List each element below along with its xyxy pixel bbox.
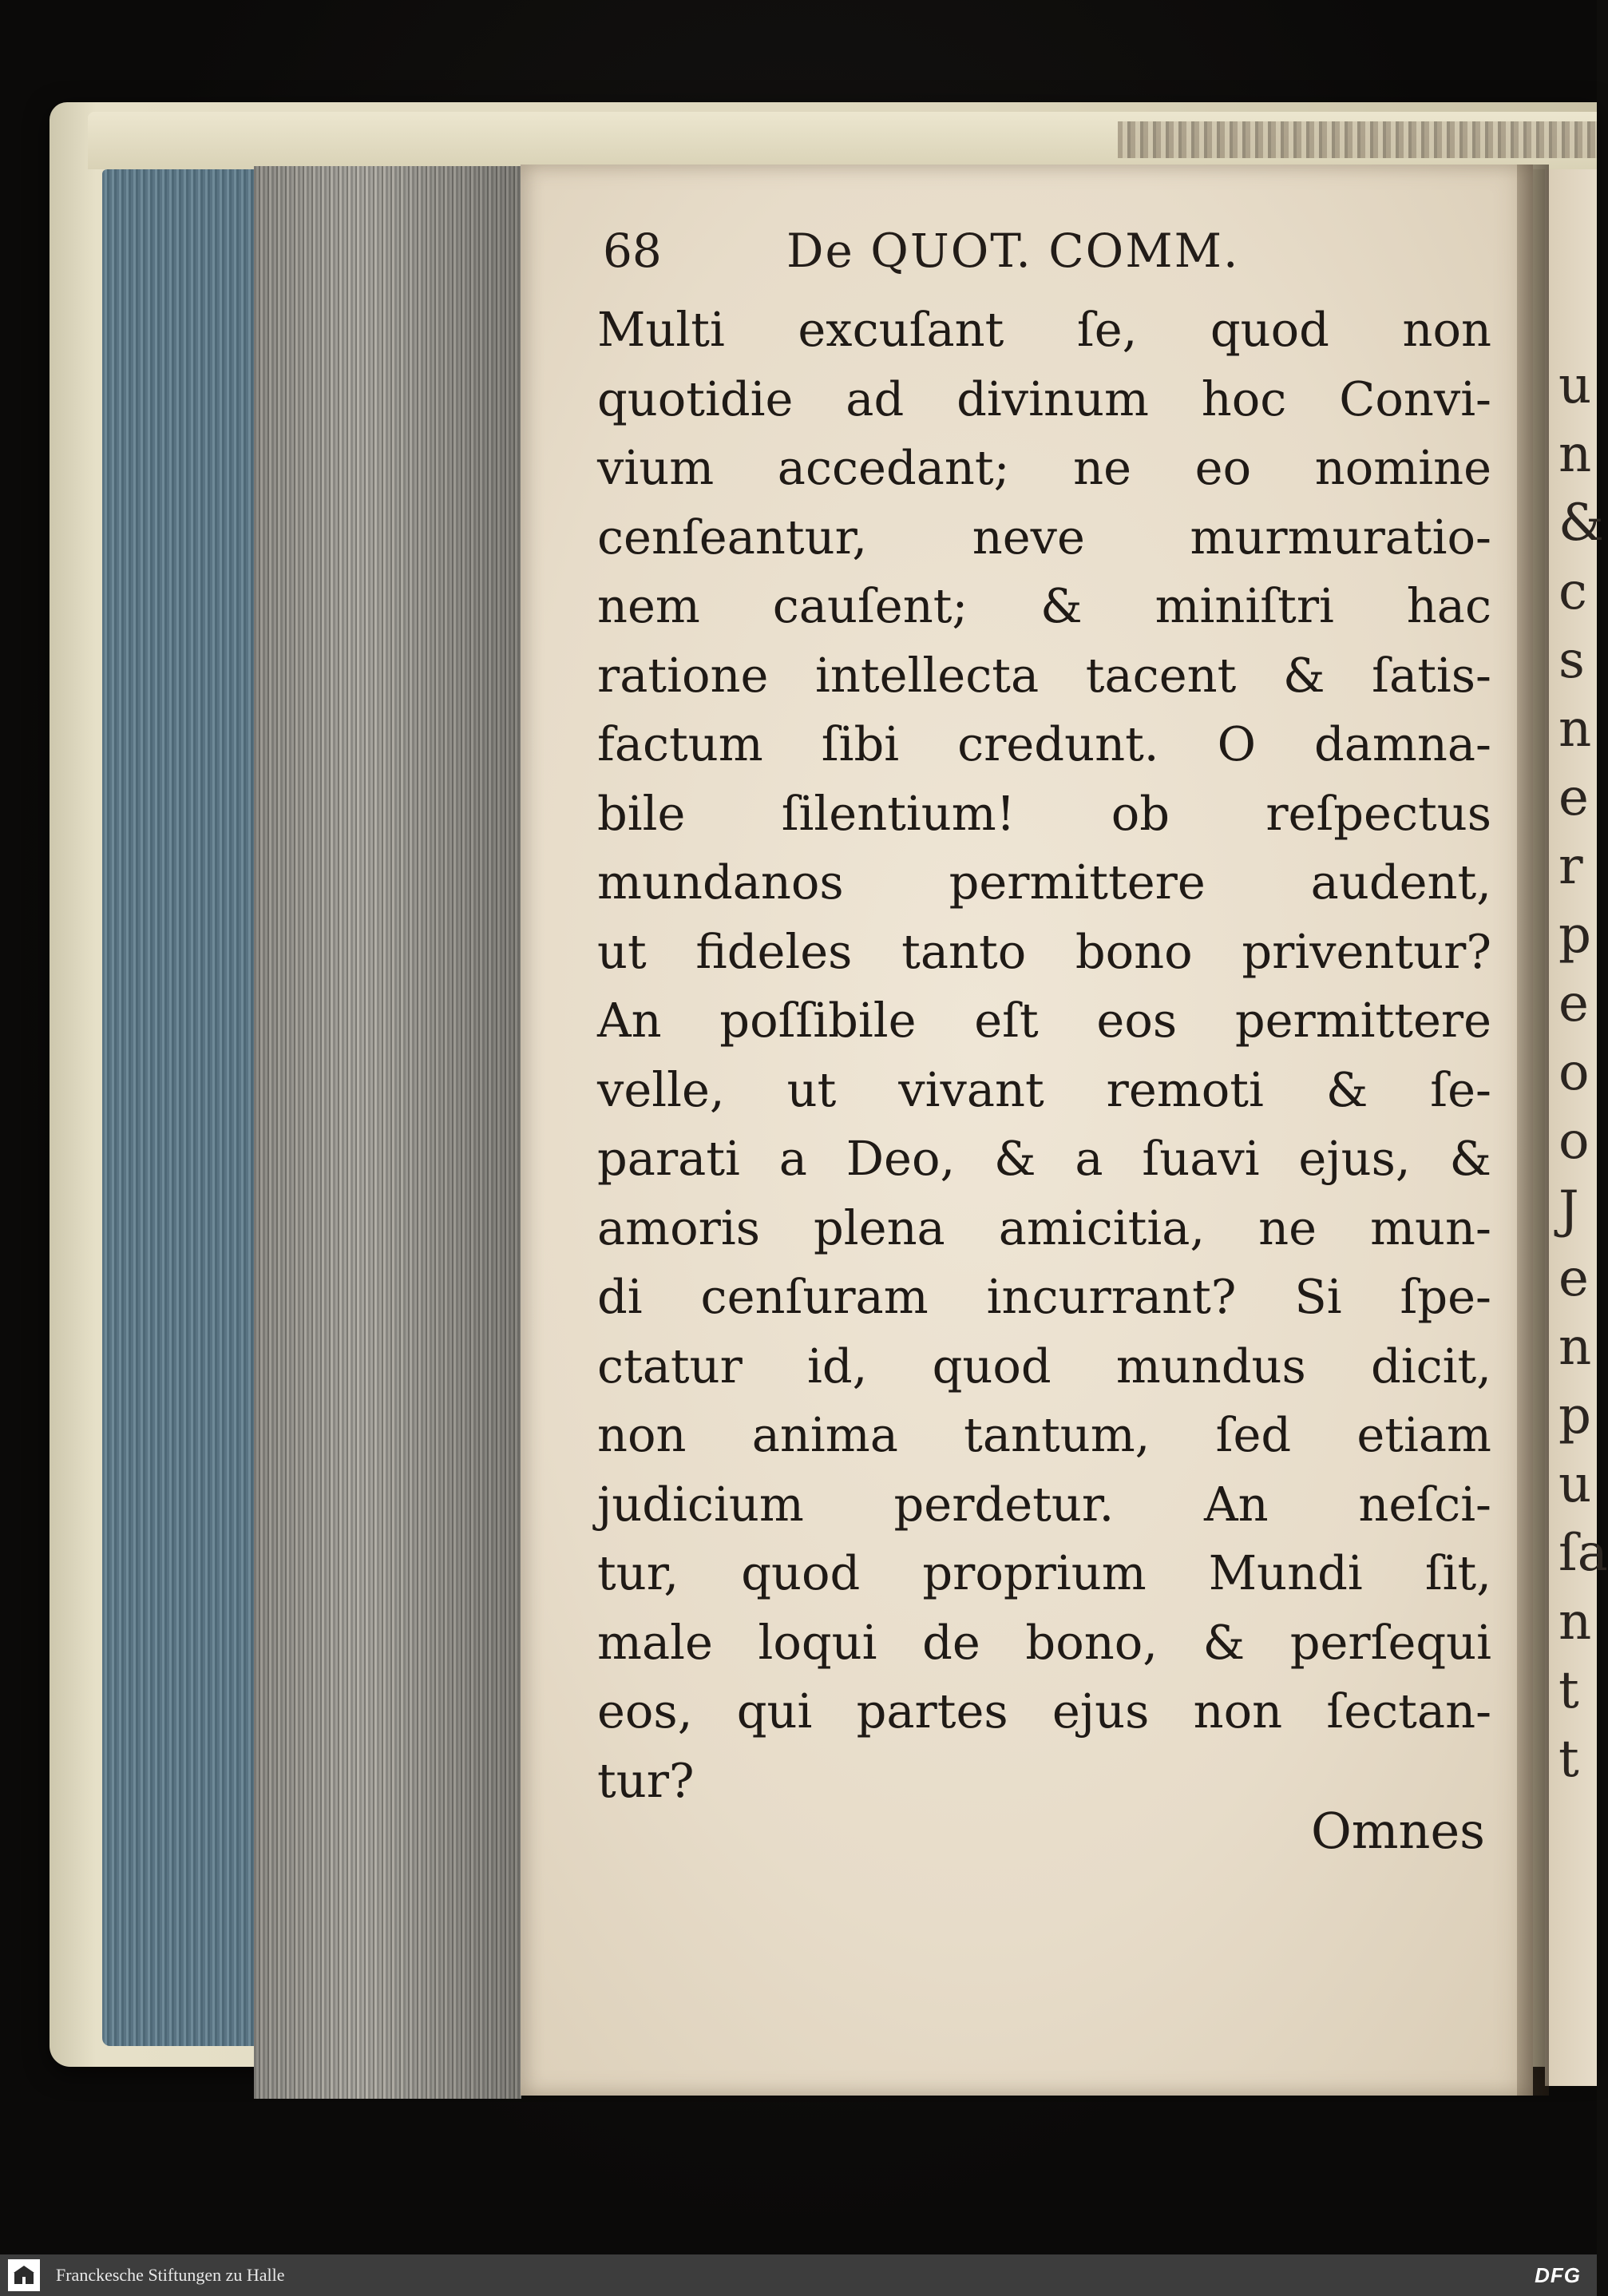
facing-page-fragment: & xyxy=(1558,494,1604,553)
franckesche-stiftungen-logo-icon xyxy=(8,2259,40,2291)
page-number: 68 xyxy=(603,224,662,278)
text-line: parati a Deo, & a ſuavi ejus, & xyxy=(597,1131,1491,1186)
text-line: An poſſibile eſt eos permittere xyxy=(597,993,1491,1048)
facing-page-fragment: J xyxy=(1558,1180,1579,1239)
text-line: ctatur id, quod mundus dicit, xyxy=(597,1338,1491,1394)
facing-page-fragment: s xyxy=(1558,631,1585,690)
facing-page-fragment: r xyxy=(1558,837,1583,896)
facing-page-fragment: u xyxy=(1558,356,1592,415)
text-line: eos, qui partes ejus non ſectan- xyxy=(597,1683,1491,1739)
text-line: Multi excuſant ſe, quod non xyxy=(597,302,1491,357)
text-line: amoris plena amicitia, ne mun- xyxy=(597,1200,1491,1255)
text-line: quotidie ad divinum hoc Convi- xyxy=(597,371,1491,426)
page-body-text xyxy=(597,295,1491,1815)
viewer-footer-bar xyxy=(0,2254,1597,2296)
facing-page-fragment: t xyxy=(1558,1661,1579,1720)
facing-page-fragment: u xyxy=(1558,1455,1592,1514)
page-edges-shadow xyxy=(254,166,521,2099)
text-line: non anima tantum, ſed etiam xyxy=(597,1407,1491,1462)
facing-page-text xyxy=(1558,351,1608,1794)
facing-page-fragment: o xyxy=(1558,1112,1590,1171)
text-line: judicium perdetur. An neſci- xyxy=(597,1476,1491,1532)
text-line: ut fideles tanto bono priventur? xyxy=(597,923,1491,979)
page-gutter xyxy=(1517,165,1549,2096)
facing-page-fragment: e xyxy=(1558,768,1589,827)
text-line: cenſeantur, neve murmuratio- xyxy=(597,509,1491,565)
headband xyxy=(1118,121,1597,158)
facing-page-fragment: p xyxy=(1558,906,1591,965)
text-line: factum ſibi credunt. O damna- xyxy=(597,716,1491,771)
text-line: di cenſuram incurrant? Si ſpe- xyxy=(597,1269,1491,1324)
facing-page-fragment: e xyxy=(1558,974,1589,1033)
facing-page-fragment: n xyxy=(1558,1318,1592,1377)
facing-page-fragment: n xyxy=(1558,700,1592,759)
dfg-badge: DFG xyxy=(1535,2262,1581,2287)
text-line: tur, quod proprium Mundi ſit, xyxy=(597,1545,1491,1600)
facing-page-fragment: t xyxy=(1558,1730,1579,1789)
text-line: mundanos permittere audent, xyxy=(597,855,1491,910)
page-header xyxy=(603,224,1505,287)
facing-page-fragment: n xyxy=(1558,1592,1592,1652)
facing-page-fragment: n xyxy=(1558,425,1592,484)
text-line: ratione intellecta tacent & ſatis- xyxy=(597,647,1491,703)
text-line: bile ſilentium! ob reſpectus xyxy=(597,785,1491,841)
text-line: tur? xyxy=(597,1752,695,1808)
facing-page-fragment: ſa xyxy=(1558,1524,1608,1583)
facing-page-fragment: e xyxy=(1558,1249,1589,1308)
institution-name: Franckesche Stiftungen zu Halle xyxy=(56,2265,285,2285)
catchword: Omnes xyxy=(1310,1802,1485,1860)
text-line: velle, ut vivant remoti & ſe- xyxy=(597,1061,1491,1117)
facing-page-fragment: p xyxy=(1558,1386,1591,1445)
text-line: nem cauſent; & miniſtri hac xyxy=(597,578,1491,633)
text-line: male loqui de bono, & perſequi xyxy=(597,1614,1491,1670)
facing-page-fragment: c xyxy=(1558,562,1587,621)
page-edges-blue xyxy=(102,169,262,2046)
text-line: vium accedant; ne eo nomine xyxy=(597,440,1491,495)
running-head: De QUOT. COMM. xyxy=(786,224,1240,278)
facing-page-fragment: o xyxy=(1558,1043,1590,1102)
